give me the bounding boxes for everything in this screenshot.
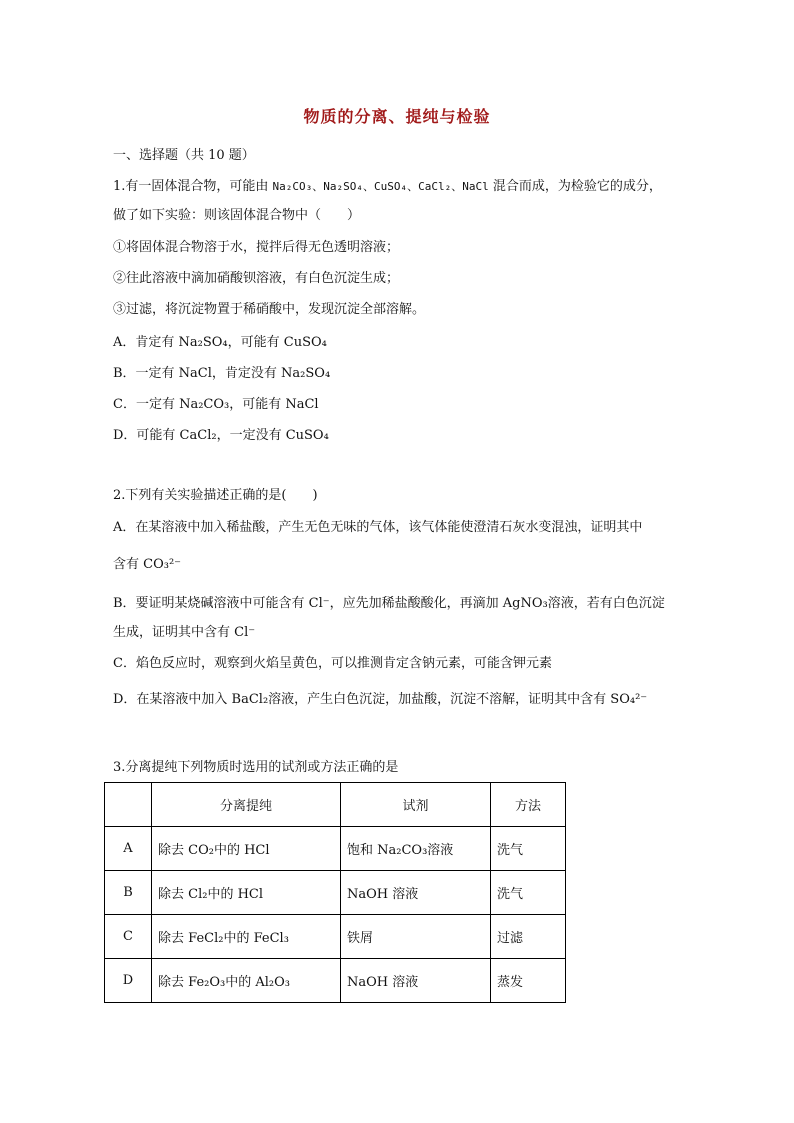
table-cell: 饱和 Na₂CO₃溶液 <box>341 827 491 871</box>
document-title: 物质的分离、提纯与检验 <box>303 107 491 126</box>
table-cell: 除去 FeCl₂中的 FeCl₃ <box>152 915 341 959</box>
table-cell: NaOH 溶液 <box>341 871 491 915</box>
table-row <box>105 959 566 1003</box>
table-header-cell: 方法 <box>491 783 566 827</box>
table-header-cell: 试剂 <box>341 783 491 827</box>
q2-option-a-line2: 含有 CO₃²⁻ <box>113 557 182 572</box>
table-cell: 除去 Fe₂O₃中的 Al₂O₃ <box>152 959 341 1003</box>
table-cell: 除去 CO₂中的 HCl <box>152 827 341 871</box>
q1-step1: ①将固体混合物溶于水，搅拌后得无色透明溶液； <box>113 240 400 255</box>
section-heading: 一、选择题（共 10 题） <box>113 148 255 163</box>
q1-option-a: A．肯定有 Na₂SO₄，可能有 CuSO₄ <box>113 335 327 350</box>
table-row <box>105 871 566 915</box>
table-row <box>105 915 566 959</box>
separation-table <box>104 782 566 1003</box>
q1-option-b: B．一定有 NaCl，肯定没有 Na₂SO₄ <box>113 366 331 381</box>
q3-stem: 3.分离提纯下列物质时选用的试剂或方法正确的是 <box>113 760 399 775</box>
q2-option-b-line1: B．要证明某烧碱溶液中可能含有 Cl⁻，应先加稀盐酸酸化，再滴加 AgNO₃溶液，若有白色沉淀 <box>113 596 665 611</box>
table-cell: 除去 Cl₂中的 HCl <box>152 871 341 915</box>
q1-stem-line2: 做了如下实验：则该固体混合物中（ ） <box>113 208 361 223</box>
q2-option-c: C．焰色反应时，观察到火焰呈黄色，可以推测肯定含钠元素，可能含钾元素 <box>113 656 552 671</box>
q1-step3: ③过滤，将沉淀物置于稀硝酸中，发现沉淀全部溶解。 <box>113 302 426 317</box>
table-cell-label: B <box>105 871 152 915</box>
table-row <box>105 827 566 871</box>
table-header-cell <box>105 783 152 827</box>
q1-stem-part-a: 1.有一固体混合物，可能由 <box>113 179 273 194</box>
q1-step2: ②往此溶液中滴加硝酸钡溶液，有白色沉淀生成； <box>113 271 400 286</box>
table-cell: 蒸发 <box>491 959 566 1003</box>
table-header-row <box>105 783 566 827</box>
table-cell-label: D <box>105 959 152 1003</box>
q1-stem-line1 <box>113 177 662 197</box>
table-header-cell: 分离提纯 <box>152 783 341 827</box>
table-cell: 洗气 <box>491 871 566 915</box>
table-cell: 过滤 <box>491 915 566 959</box>
table-cell: NaOH 溶液 <box>341 959 491 1003</box>
q1-option-d: D．可能有 CaCl₂，一定没有 CuSO₄ <box>113 428 329 443</box>
q2-option-b-line2: 生成，证明其中含有 Cl⁻ <box>113 625 256 640</box>
table-cell-label: A <box>105 827 152 871</box>
q2-option-d: D．在某溶液中加入 BaCl₂溶液，产生白色沉淀，加盐酸，沉淀不溶解，证明其中含有 SO₄²⁻ <box>113 692 648 707</box>
q1-stem-chemicals: Na₂CO₃、Na₂SO₄、CuSO₄、CaCl₂、NaCl <box>272 180 489 193</box>
q2-option-a-line1: A．在某溶液中加入稀盐酸，产生无色无味的气体，该气体能使澄清石灰水变混浊，证明其中 <box>113 520 643 535</box>
table-cell: 铁屑 <box>341 915 491 959</box>
q2-stem: 2.下列有关实验描述正确的是( ) <box>113 488 318 503</box>
table-cell-label: C <box>105 915 152 959</box>
table-cell: 洗气 <box>491 827 566 871</box>
q1-stem-part-b: 混合而成，为检验它的成分， <box>488 179 662 194</box>
q1-option-c: C．一定有 Na₂CO₃，可能有 NaCl <box>113 397 319 412</box>
